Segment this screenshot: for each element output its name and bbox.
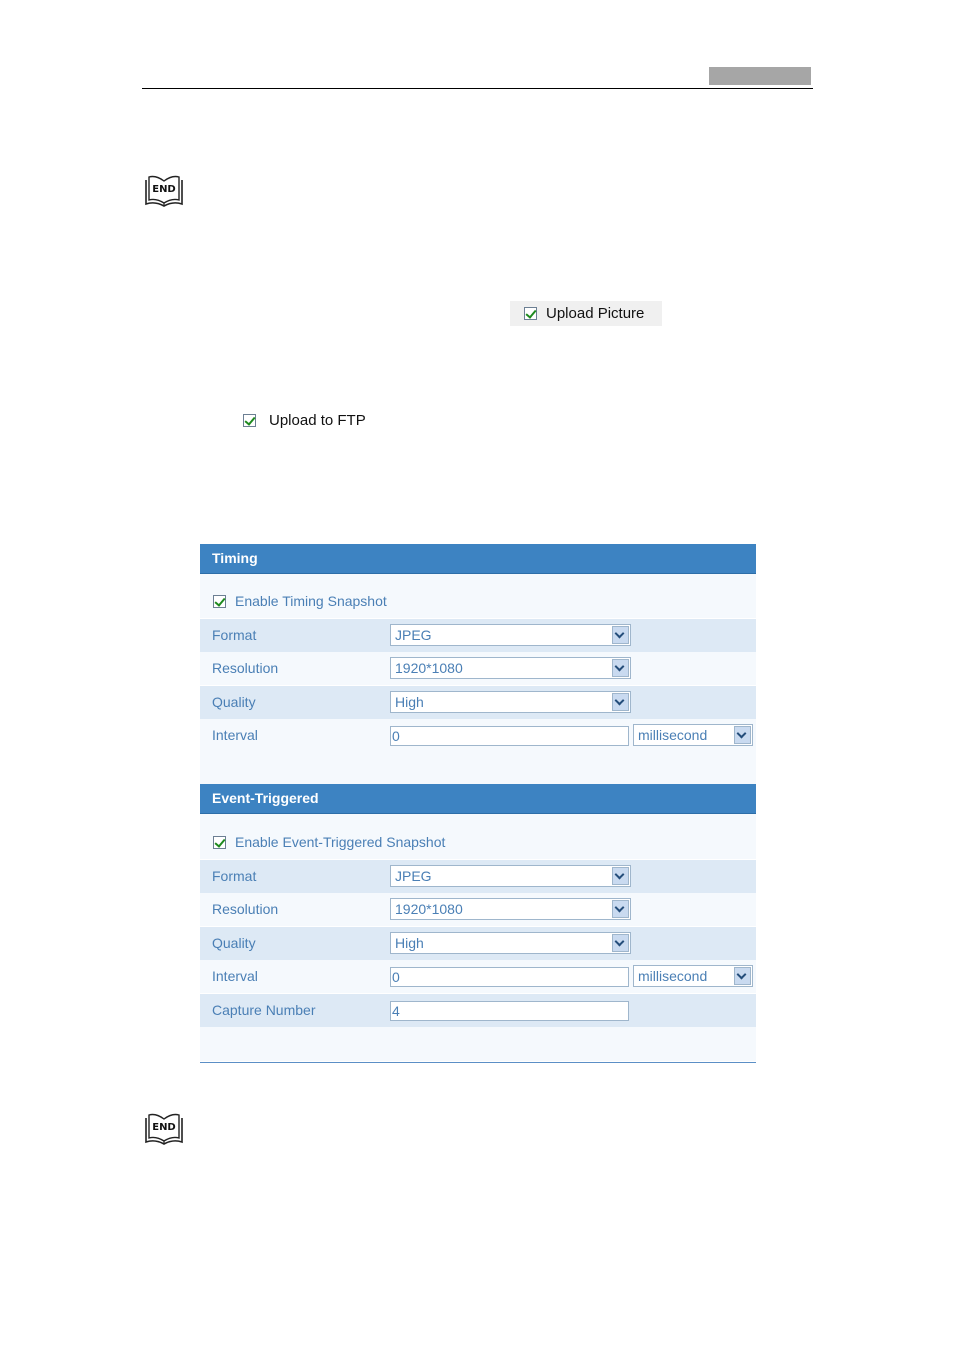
upload-picture-checkbox-label[interactable] — [510, 301, 662, 326]
svg-text:END: END — [152, 184, 176, 195]
snapshot-settings-panel — [200, 544, 756, 1063]
timing-format-row — [200, 619, 756, 652]
event-capture-input[interactable]: 4 — [390, 1001, 629, 1021]
timing-interval-label: Interval — [212, 727, 258, 743]
header-gray-block — [709, 67, 811, 85]
event-resolution-row — [200, 893, 756, 926]
event-format-row — [200, 860, 756, 893]
timing-resolution-row — [200, 652, 756, 685]
timing-enable-checkbox[interactable] — [213, 595, 226, 608]
event-resolution-label: Resolution — [212, 901, 279, 917]
upload-picture-checkbox[interactable] — [524, 307, 537, 320]
timing-resolution-value: 1920*1080 — [395, 660, 463, 676]
event-quality-select[interactable] — [390, 932, 631, 954]
event-section-header: Event-Triggered — [200, 784, 756, 814]
event-interval-unit-value: millisecond — [638, 968, 708, 984]
end-book-icon — [143, 172, 185, 208]
timing-quality-select[interactable] — [390, 691, 631, 713]
timing-quality-label: Quality — [212, 694, 256, 710]
spacer — [200, 1027, 756, 1061]
chevron-down-icon[interactable] — [612, 693, 629, 711]
event-quality-row — [200, 927, 756, 960]
chevron-down-icon[interactable] — [734, 967, 751, 985]
event-quality-label: Quality — [212, 935, 256, 951]
timing-resolution-select[interactable] — [390, 657, 631, 679]
event-enable-checkbox[interactable] — [213, 836, 226, 849]
event-format-label: Format — [212, 868, 257, 884]
chevron-down-icon[interactable] — [612, 900, 629, 918]
timing-interval-unit-select[interactable] — [633, 724, 753, 746]
event-format-select[interactable] — [390, 865, 631, 887]
chevron-down-icon[interactable] — [612, 659, 629, 677]
chevron-down-icon[interactable] — [612, 626, 629, 644]
timing-format-select[interactable] — [390, 624, 631, 646]
timing-format-label: Format — [212, 627, 257, 643]
upload-ftp-checkbox[interactable] — [243, 414, 256, 427]
svg-text:END: END — [152, 1122, 176, 1133]
timing-interval-input[interactable]: 0 — [390, 726, 629, 746]
spacer — [200, 574, 756, 585]
event-interval-input[interactable]: 0 — [390, 967, 629, 987]
event-resolution-value: 1920*1080 — [395, 901, 463, 917]
event-interval-label: Interval — [212, 968, 258, 984]
timing-section-header: Timing — [200, 544, 756, 574]
timing-resolution-label: Resolution — [212, 660, 279, 676]
timing-interval-unit-value: millisecond — [638, 727, 708, 743]
event-interval-unit-select[interactable] — [633, 965, 753, 987]
spacer — [200, 752, 756, 785]
chevron-down-icon[interactable] — [612, 867, 629, 885]
upload-picture-label: Upload Picture — [546, 305, 645, 322]
spacer — [200, 814, 756, 826]
event-format-value: JPEG — [395, 868, 432, 884]
timing-enable-row — [200, 585, 756, 618]
upload-ftp-label: Upload to FTP — [269, 411, 366, 429]
chevron-down-icon[interactable] — [734, 726, 751, 744]
event-capture-row — [200, 994, 756, 1027]
event-enable-row — [200, 826, 756, 859]
timing-interval-row — [200, 719, 756, 752]
timing-quality-value: High — [395, 694, 424, 710]
timing-enable-label: Enable Timing Snapshot — [235, 593, 387, 609]
upload-ftp-checkbox-label[interactable] — [243, 409, 366, 431]
event-interval-row — [200, 960, 756, 993]
end-book-icon — [143, 1110, 185, 1146]
chevron-down-icon[interactable] — [612, 934, 629, 952]
event-quality-value: High — [395, 935, 424, 951]
event-capture-label: Capture Number — [212, 1002, 316, 1018]
event-enable-label: Enable Event-Triggered Snapshot — [235, 834, 446, 850]
event-resolution-select[interactable] — [390, 898, 631, 920]
header-rule — [142, 88, 813, 89]
timing-format-value: JPEG — [395, 627, 432, 643]
timing-quality-row — [200, 686, 756, 719]
